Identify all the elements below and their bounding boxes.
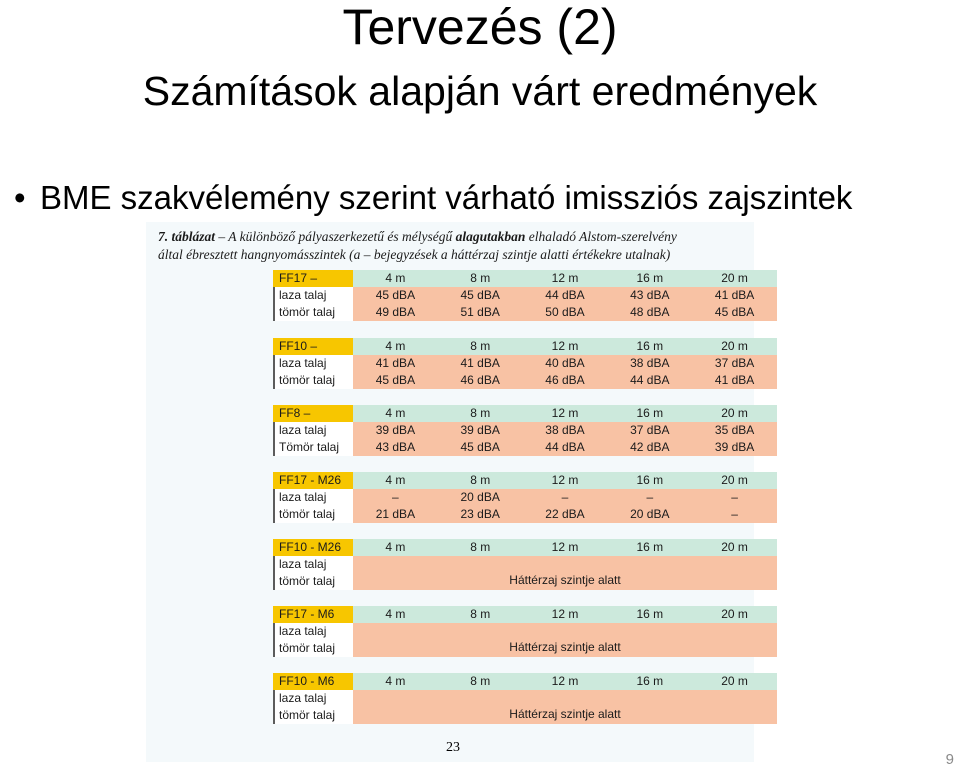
block-name: FF17 – [273, 270, 353, 287]
table-cell: 39 dBA [714, 440, 755, 454]
table-row [273, 506, 777, 523]
depth-header: 12 m [551, 674, 579, 688]
table-row [273, 372, 777, 389]
table-cell: – [392, 490, 399, 504]
slide-number: 9 [945, 751, 954, 768]
depth-header: 20 m [721, 540, 748, 554]
table-cell: 44 dBA [545, 288, 585, 302]
table-block [273, 539, 777, 590]
scanned-table-image [146, 222, 754, 762]
table-cell: 21 dBA [375, 507, 416, 521]
table-cell: 45 dBA [460, 440, 500, 454]
table-cell: 51 dBA [460, 305, 500, 319]
block-name: FF10 - M26 [273, 539, 353, 556]
merged-note-cell: Háttérzaj szintje alatt [353, 623, 777, 657]
depth-header: 16 m [636, 674, 664, 688]
caption-prefix: 7. táblázat [158, 229, 216, 244]
soil-label: laza talaj [273, 422, 353, 439]
depth-header: 8 m [470, 473, 491, 487]
table-header-row [273, 606, 777, 623]
table-cell: 22 dBA [545, 507, 585, 521]
depth-header: 4 m [385, 607, 406, 621]
table-cell: 38 dBA [545, 423, 585, 437]
block-name: FF10 – [273, 338, 353, 355]
soil-label: tömör talaj [273, 304, 353, 321]
depth-header: 20 m [721, 406, 748, 420]
depth-header: 8 m [470, 339, 491, 353]
page-number: 23 [446, 740, 460, 755]
depth-header: 20 m [721, 674, 748, 688]
table-row [273, 355, 777, 372]
depth-header: 4 m [385, 540, 406, 554]
block-name: FF8 – [273, 405, 353, 422]
table-row [273, 422, 777, 439]
depth-header: 16 m [636, 540, 664, 554]
soil-label: tömör talaj [273, 640, 353, 657]
depth-header: 4 m [385, 406, 406, 420]
depth-header: 12 m [551, 406, 579, 420]
table-cell: 43 dBA [375, 440, 416, 454]
table-cell: 49 dBA [375, 305, 416, 319]
table-header-row [273, 405, 777, 422]
depth-header: 4 m [385, 674, 406, 688]
table-cell: – [731, 490, 738, 504]
table-cell: 20 dBA [460, 490, 500, 504]
table-header-row [273, 539, 777, 556]
depth-header: 8 m [470, 540, 491, 554]
depth-header: 12 m [551, 339, 579, 353]
table-cell: 39 dBA [460, 423, 500, 437]
table-cell: 42 dBA [630, 440, 670, 454]
bullet-item [14, 176, 852, 220]
caption-text-3: által ébresztett hangnyomásszintek (a – bejegyzések a háttérzaj szintje alatti értékekre utalnak) [158, 247, 671, 262]
depth-header: 16 m [636, 406, 664, 420]
table-cell: 44 dBA [630, 373, 670, 387]
table-cell: 39 dBA [375, 423, 416, 437]
table-block [273, 606, 777, 657]
soil-label: laza talaj [273, 355, 353, 372]
depth-header: 12 m [551, 607, 579, 621]
slide-title: Tervezés (2) [342, 0, 618, 55]
block-name: FF17 - M26 [273, 472, 353, 489]
table-cell: 38 dBA [630, 356, 670, 370]
soil-label: laza talaj [273, 556, 353, 573]
table-cell: 46 dBA [545, 373, 585, 387]
table-block [273, 673, 777, 724]
table-cell: 37 dBA [714, 356, 755, 370]
table-header-row [273, 673, 777, 690]
depth-header: 16 m [636, 473, 664, 487]
table-cell: 44 dBA [545, 440, 585, 454]
table-header-row [273, 472, 777, 489]
depth-header: 8 m [470, 607, 491, 621]
table-cell: 20 dBA [630, 507, 670, 521]
table-cell: 45 dBA [375, 373, 416, 387]
table-cell: 45 dBA [375, 288, 416, 302]
caption-bold: alagutakban [455, 229, 526, 244]
depth-header: 4 m [385, 271, 406, 285]
table-block [273, 405, 777, 456]
depth-header: 20 m [721, 271, 748, 285]
table-cell: 45 dBA [460, 288, 500, 302]
table-block [273, 270, 777, 321]
table-row [273, 439, 777, 456]
depth-header: 12 m [551, 473, 579, 487]
merged-note-cell: Háttérzaj szintje alatt [353, 556, 777, 590]
table-caption [158, 228, 758, 264]
depth-header: 12 m [551, 540, 579, 554]
table-cell: 23 dBA [460, 507, 500, 521]
table-row [273, 489, 777, 506]
depth-header: 4 m [385, 473, 406, 487]
soil-label: laza talaj [273, 489, 353, 506]
table-cell: – [561, 490, 569, 504]
soil-label: tömör talaj [273, 707, 353, 724]
depth-header: 16 m [636, 339, 664, 353]
depth-header: 4 m [385, 339, 406, 353]
bullet-icon: • [14, 179, 26, 216]
table-cell: – [731, 507, 738, 521]
merged-note-cell: Háttérzaj szintje alatt [353, 690, 777, 724]
table-row [273, 304, 777, 321]
table-header-row [273, 270, 777, 287]
table-cell: 50 dBA [545, 305, 585, 319]
table-cell: 41 dBA [714, 373, 755, 387]
table-row [273, 287, 777, 304]
depth-header: 20 m [721, 473, 748, 487]
depth-header: 20 m [721, 607, 748, 621]
depth-header: 16 m [636, 271, 664, 285]
soil-label: laza talaj [273, 623, 353, 640]
block-name: FF17 - M6 [273, 606, 353, 623]
depth-header: 20 m [721, 339, 748, 353]
table-cell: – [646, 490, 654, 504]
table-cell: 41 dBA [460, 356, 500, 370]
depth-header: 12 m [551, 271, 579, 285]
table-cell: 41 dBA [714, 288, 755, 302]
table-block [273, 338, 777, 389]
bullet-text: BME szakvélemény szerint várható imissziós zajszintek [40, 179, 853, 216]
table-cell: 46 dBA [460, 373, 500, 387]
soil-label: tömör talaj [273, 372, 353, 389]
table-block [273, 472, 777, 523]
depth-header: 8 m [470, 271, 491, 285]
slide-subtitle: Számítások alapján várt eredmények [142, 68, 818, 114]
table-cell: 35 dBA [714, 423, 755, 437]
table-cell: 40 dBA [545, 356, 585, 370]
caption-text-1: – A különböző pályaszerkezetű és mélységű [215, 229, 456, 244]
soil-label: tömör talaj [273, 506, 353, 523]
table-cell: 45 dBA [714, 305, 755, 319]
block-name: FF10 - M6 [273, 673, 353, 690]
table-cell: 48 dBA [630, 305, 670, 319]
table-cell: 41 dBA [375, 356, 416, 370]
caption-text-2: elhaladó Alstom-szerelvény [525, 229, 677, 244]
soil-label: laza talaj [273, 690, 353, 707]
depth-header: 16 m [636, 607, 664, 621]
depth-header: 8 m [470, 674, 491, 688]
soil-label: tömör talaj [273, 573, 353, 590]
soil-label: laza talaj [273, 287, 353, 304]
depth-header: 8 m [470, 406, 491, 420]
table-header-row [273, 338, 777, 355]
table-cell: 43 dBA [630, 288, 670, 302]
table-cell: 37 dBA [630, 423, 670, 437]
soil-label: Tömör talaj [273, 439, 353, 456]
